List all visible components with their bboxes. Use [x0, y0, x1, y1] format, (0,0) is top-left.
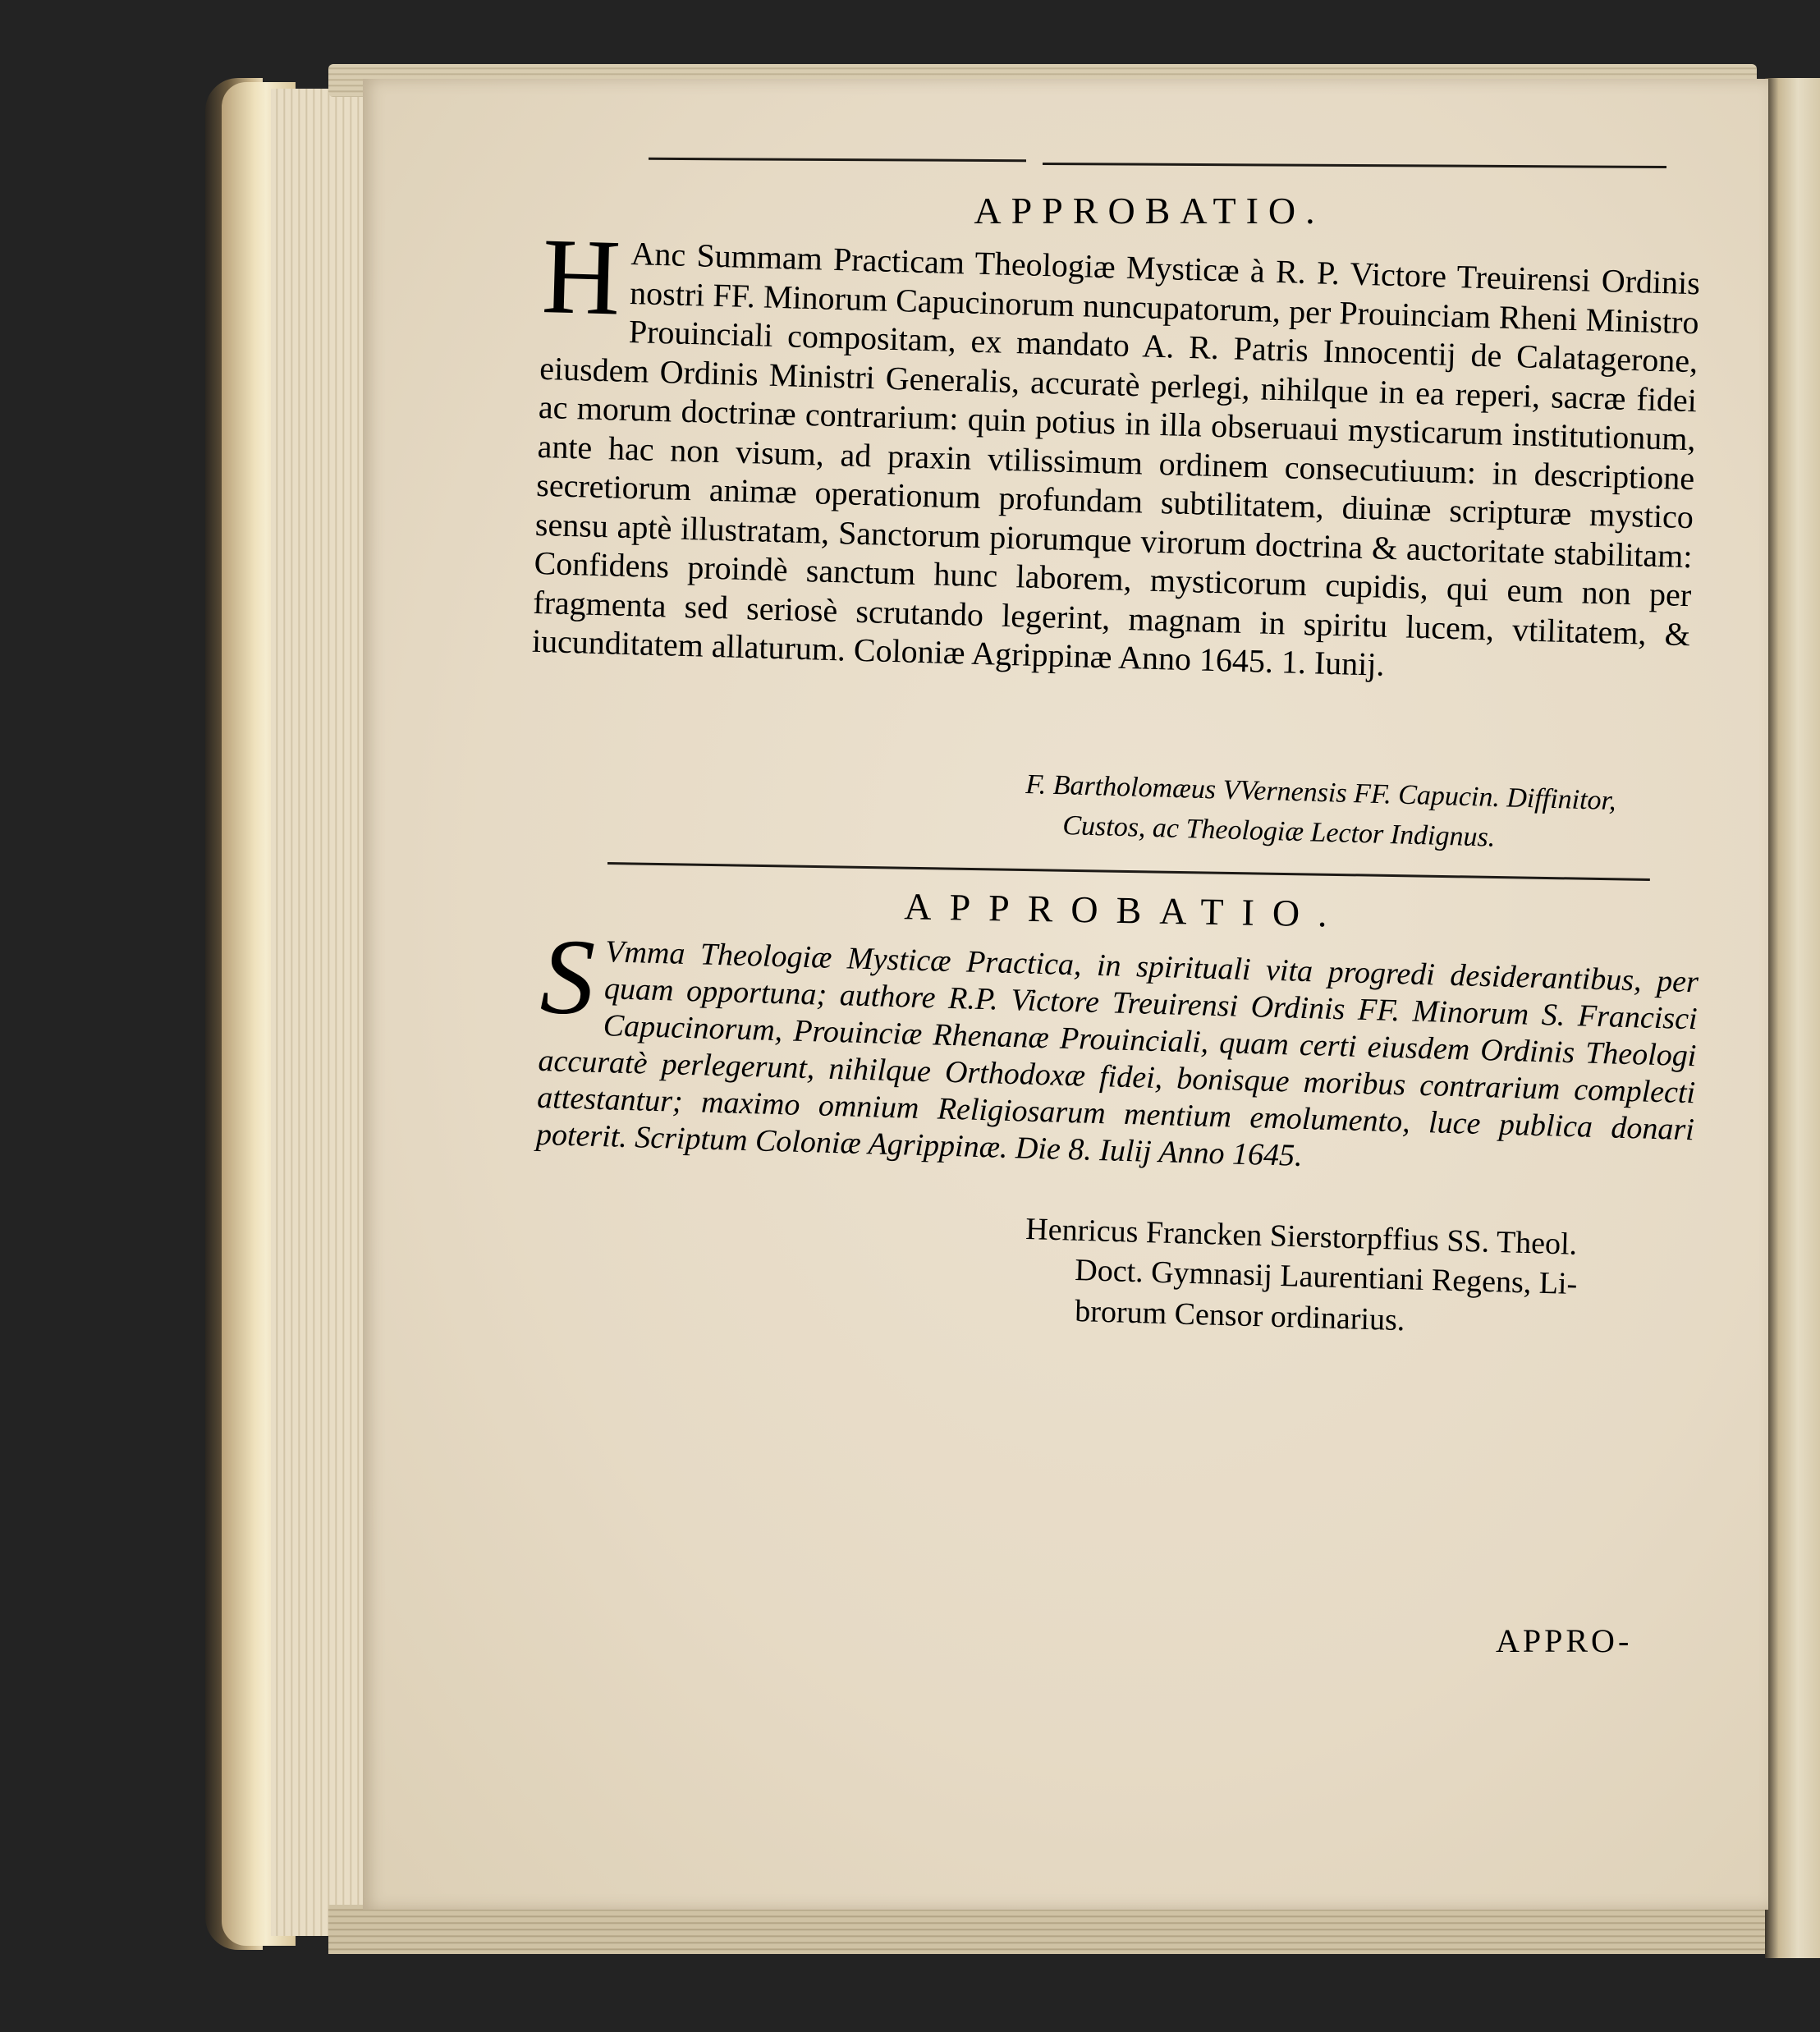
page-edges-left: [271, 89, 369, 1936]
facing-page-edge: [1765, 78, 1820, 1958]
section1-signature-line1: F. Bartholomæus VVernensis FF. Capucin. Diffinitor,: [1025, 768, 1617, 817]
section2-heading: APPROBATIO.: [903, 885, 1346, 935]
section1-heading: APPROBATIO.: [974, 190, 1325, 232]
section2-text: Vmma Theologiæ Mysticæ Practica, in spirituali vita progredi desiderantibus, per quam opportuna; authore R.P. Victore Treuirensi Ordinis FF. Minorum S. Francisci Capucinorum, Prouinciæ Rhenanæ Prouinciali, quam certi eiusdem Ordinis Theologi accuratè perlegerunt, nihilque Orthodoxæ fidei, bonisque moribus contrarium complecti attestantur; maximo omnium Religiosarum mentium emolumento, luce publica donari poterit. Scriptum Coloniæ Agrippinæ. Die 8. Iulij Anno 1645.: [535, 934, 1699, 1173]
section1-signature-line2: Custos, ac Theologiæ Lector Indignus.: [1061, 810, 1496, 853]
section2-signature-line2: Doct. Gymnasij Laurentiani Regens, Li-: [1074, 1252, 1578, 1302]
section1-text: Anc Summam Practicam Theologiæ Mysticæ à R. P. Victore Treuirensi Ordinis nostri FF. Minorum Capucinorum nuncupatorum, per Prouinciam Rheni Ministro Prouinciali compositam, ex mandato A. R. Patris Innocentij de Calatagerone, eiusdem Ordinis Ministri Generalis, accuratè perlegi, nihilque in ea reperi, sacræ fidei ac morum doctrinæ contrarium: quin potius in illa obseruaui mysticarum institutionum, ante hac non visum, ad praxin vtilissimum ordinem consecutiuum: in descriptione secretiorum animæ operationum profundam subtilitatem, diuinæ scripturæ mystico sensu aptè illustratam, Sanctorum piorumque virorum doctrina & auctoritate stabilitam: Confidens proindè sanctum hunc laborem, mysticorum cupidis, qui eum non per fragmenta sed seriosè scrutando legerint, magnam in spiritu lucem, vtilitatem, & iucunditatem allaturum. Coloniæ Agrippinæ Anno 1645. 1. Iunij.: [531, 234, 1701, 683]
section2-signature-line3: brorum Censor ordinarius.: [1074, 1293, 1405, 1338]
section2-signature-line1: Henricus Francken Sierstorpffius SS. Theol.: [1025, 1211, 1578, 1262]
section1-dropcap: H: [540, 215, 622, 338]
section1-body: [531, 215, 1701, 693]
section2-body: [535, 915, 1699, 1186]
catchword: APPRO-: [1496, 1622, 1633, 1659]
page-edges-bottom: [328, 1905, 1773, 1954]
section2-dropcap: S: [539, 915, 597, 1038]
